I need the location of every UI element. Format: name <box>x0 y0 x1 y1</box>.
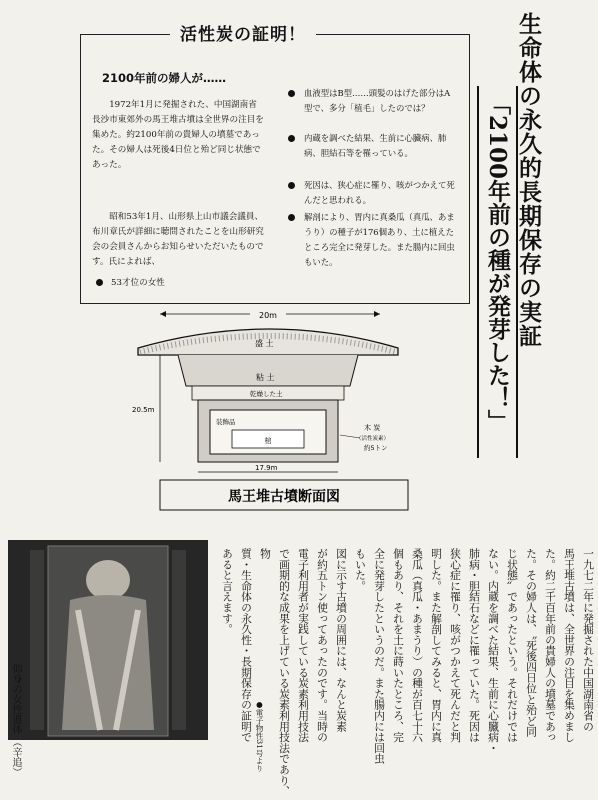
source-credit: ●電子物性31号より <box>255 700 264 772</box>
width-bottom-label: 17.9m <box>255 464 278 472</box>
bullet-text: 53才位の女性 <box>111 278 165 288</box>
mound-label: 盛 土 <box>255 339 274 348</box>
height-label: 20.5m <box>132 406 155 414</box>
tomb-cross-section-diagram <box>120 300 450 520</box>
article-line: で画期的な成果を上げている炭素利用技法であり、物 <box>259 548 291 797</box>
article-line: ない。内蔵を調べた結果、生前に心臓病・ <box>487 548 500 754</box>
bullet-icon <box>288 135 295 142</box>
article-line: 全に発芽したというのだ。また腸内には回虫 <box>373 548 386 764</box>
article-line: 明した。また解剖してみると、胃内に真 <box>430 548 443 743</box>
box-title: 活性炭の証明！ <box>170 22 316 48</box>
article-line: もいた。 <box>354 548 367 592</box>
box-bullet-right-3 <box>288 178 458 208</box>
charcoal-note: （活性炭素） <box>356 436 390 442</box>
article-line: た。その婦人は、〝死後四日位と殆ど同 <box>525 548 538 737</box>
box-bullet-right-2 <box>288 131 458 161</box>
box-paragraph-1: 1972年1月に発掘された、中国湖南省長沙市東郊外の馬王堆古墳は全世界の注目を集めた。約2100年前の貴婦人の墳墓であった。その婦人は死後4日位と殆ど同じ状態であった。 <box>92 100 264 170</box>
coffin-label: 棺 <box>264 437 272 445</box>
article-line: 馬王堆古墳は、全世界の注目を集めまし <box>563 548 576 743</box>
article-line: 狭心症に罹り、咳がつかえて死んだと判 <box>449 548 462 743</box>
bullet-icon <box>96 279 103 286</box>
article-line: じ状態〟であったという。それだけでは <box>506 548 519 743</box>
box-bullet-right-4 <box>288 210 458 270</box>
headline-line-1: 生命体の永久的長期保存の実証 <box>515 12 542 348</box>
box-subtitle: 2100年前の婦人が…… <box>102 71 227 85</box>
charcoal-label: 木 炭 <box>364 424 381 432</box>
article-line: 肺病・胆結石などに罹っていた。死因は <box>468 548 481 743</box>
arrow-right-icon <box>374 311 380 317</box>
dry-soil-label: 乾燥した土 <box>250 390 283 398</box>
mummy-illustration <box>8 540 208 740</box>
bullet-text: 血液型はB型……頭髪のはげた部分はA型で、多分「植毛」したのでは？ <box>304 88 451 113</box>
charcoal-amount: 約5トン <box>364 444 388 452</box>
bullet-icon <box>288 90 295 97</box>
mummy-photo <box>8 540 208 740</box>
clay-label: 粘 土 <box>256 373 275 382</box>
box-paragraph-2: 昭和53年1月、山形県上山市議会議員、布川章氏が詳細に聴問されたことを山形研究会の会員さんからお知らせいただいたものです。氏によれば、 <box>92 212 264 267</box>
headline-line-2: 「2100年前の種が発芽した！」 <box>477 86 518 458</box>
article-line: 個もあり、それを土に蒔いたところ、完 <box>392 548 405 743</box>
article-line: あると言えます。 <box>221 548 234 635</box>
diagram-caption: 馬王堆古墳断面図 <box>228 489 340 505</box>
article-body <box>218 548 598 798</box>
bullet-icon <box>288 182 295 189</box>
bullet-text: 内蔵を調べた結果、生前に心臓病、肺病、胆結石等を罹っている。 <box>304 133 447 158</box>
article-line: が約五トン使ってあったのです。当時の <box>316 548 329 743</box>
box-bullet-right-1 <box>288 86 458 116</box>
arrow-left-icon <box>160 311 166 317</box>
width-top-label: 20m <box>259 311 277 320</box>
bullet-text: 死因は、狭心症に罹り、咳がつかえて死んだと思われる。 <box>304 180 455 205</box>
article-line: 桑瓜（真瓜・あまうり）の種が百七十六 <box>411 548 424 743</box>
article-line: 質・生命体の永久性・長期保存の証明で <box>240 548 253 743</box>
ornaments-label: 装飾品 <box>216 418 236 426</box>
article-line: 一九七二年に発掘された中国湖南省の <box>582 548 595 732</box>
article-line: た。約二千百年前の貴婦人の墳墓であっ <box>544 548 557 743</box>
photo-caption: 仰身の女性遺体 （辛追） <box>10 664 21 778</box>
box-bullet-left <box>96 276 165 291</box>
bullet-text: 解剖により、胃内に真桑瓜（真瓜、あまうり）の種子が176個あり、土に植えたところ完全に発芽した。また腸内に回虫もいた。 <box>304 212 455 267</box>
article-line: 図に示す古墳の周囲には、なんと炭素 <box>335 548 348 732</box>
article-line: 電子利用者が実践している炭素利用技法 <box>297 548 310 743</box>
bullet-icon <box>288 214 295 221</box>
